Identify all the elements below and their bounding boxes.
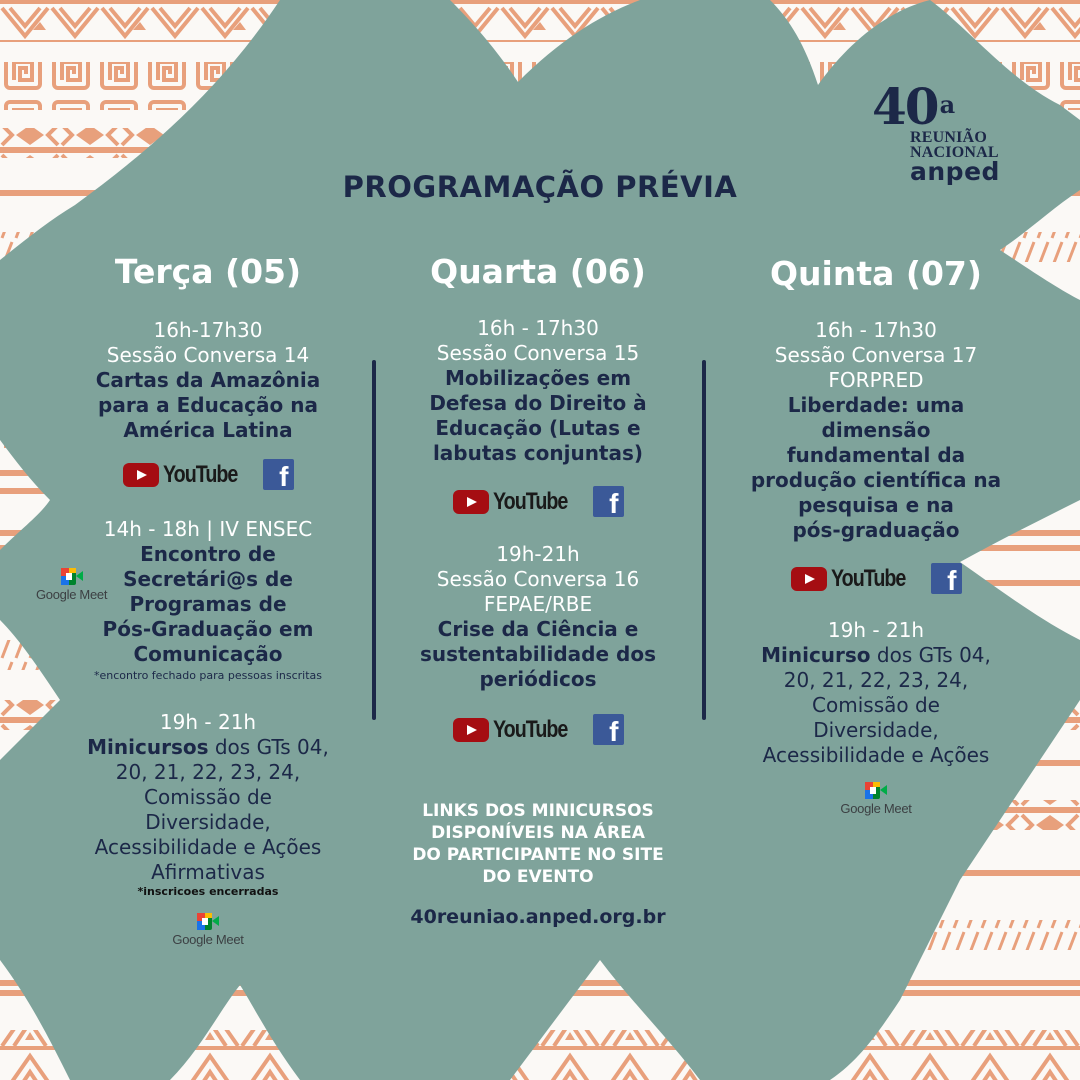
event-quinta-1 <box>726 318 1026 604</box>
day-heading-quarta: Quarta (06) <box>430 252 646 291</box>
minicursos-links-note: LINKS DOS MINICURSOS DISPONÍVEIS NA ÁREA DO PARTICIPANTE NO SITE DO EVENTO 40reuniao.anped.org.br <box>378 800 698 928</box>
event-terca-3 <box>58 710 358 947</box>
event-topic-line: Defesa do Direito à <box>429 391 647 415</box>
event-session: Sessão Conversa 17 <box>774 343 978 367</box>
event-quarta-1 <box>388 316 688 527</box>
youtube-icon <box>791 567 827 591</box>
youtube-link[interactable] <box>453 488 571 516</box>
event-session: Sessão Conversa 16 <box>436 567 640 591</box>
event-topic-line: periódicos <box>479 667 597 691</box>
google-meet-label: Google Meet <box>840 801 912 816</box>
youtube-label: YouTube <box>492 487 567 515</box>
column-divider-left <box>372 360 376 720</box>
event-topic-line: Cartas da Amazônia <box>95 368 321 392</box>
youtube-icon <box>453 490 489 514</box>
event-terca-1 <box>58 318 358 500</box>
youtube-link[interactable] <box>791 565 909 593</box>
social-links <box>388 714 688 745</box>
google-meet-icon <box>197 913 219 930</box>
event-org: FEPAE/RBE <box>483 592 593 616</box>
google-meet-link[interactable] <box>172 913 243 947</box>
event-description-line: 20, 21, 22, 23, 24, <box>115 760 301 784</box>
event-topic-line: Mobilizações em <box>444 366 632 390</box>
event-description-line: Minicursos dos GTs 04, <box>87 735 329 759</box>
event-topic-line: labutas conjuntas) <box>432 441 644 465</box>
event-site-link[interactable]: 40reuniao.anped.org.br <box>410 906 666 928</box>
event-topic-line: Pós-Graduação em <box>102 617 314 641</box>
facebook-icon[interactable]: f <box>931 563 962 594</box>
youtube-icon <box>453 718 489 742</box>
google-meet-label: Google Meet <box>36 587 108 602</box>
event-topic-line: fundamental da <box>786 443 966 467</box>
event-topic-line: Encontro de <box>140 542 276 566</box>
event-description-line: 20, 21, 22, 23, 24, <box>783 668 969 692</box>
event-description-line: Comissão de <box>144 785 272 809</box>
youtube-link[interactable] <box>123 461 241 489</box>
event-description-line: Comissão de <box>812 693 940 717</box>
google-meet-icon <box>61 568 83 585</box>
event-topic-line: Liberdade: uma <box>787 393 965 417</box>
youtube-label: YouTube <box>492 715 567 743</box>
day-heading-terca: Terça (05) <box>114 252 302 291</box>
event-time: 19h-21h <box>496 542 580 566</box>
event-description-line: Diversidade, <box>813 718 939 742</box>
event-quarta-2 <box>388 542 688 755</box>
google-meet-icon <box>865 782 887 799</box>
event-time: 19h - 21h <box>159 710 257 734</box>
event-topic-line: Secretári@s de <box>123 567 293 591</box>
logo-line2: NACIONAL <box>910 144 999 161</box>
event-topic-line: produção científica na <box>750 468 1002 492</box>
facebook-icon[interactable]: f <box>593 486 624 517</box>
event-topic-line: sustentabilidade dos <box>420 642 656 666</box>
event-topic-line: pós-graduação <box>792 518 960 542</box>
event-topic-line: Comunicação <box>133 642 283 666</box>
event-session: Sessão Conversa 14 <box>106 343 310 367</box>
event-description-line: Acessibilidade e Ações <box>94 835 322 859</box>
event-topic-line: Crise da Ciência e <box>437 617 639 641</box>
google-meet-link[interactable] <box>840 782 911 816</box>
event-org: FORPRED <box>828 368 924 392</box>
event-time: 19h - 21h <box>827 618 925 642</box>
youtube-link[interactable] <box>453 716 571 744</box>
anped-40-logo <box>872 77 1032 186</box>
event-topic-line: dimensão <box>821 418 931 442</box>
event-description-line: Afirmativas <box>151 860 265 884</box>
social-links <box>58 459 358 490</box>
event-description-line: Acessibilidade e Ações <box>762 743 990 767</box>
social-links <box>726 563 1026 594</box>
event-topic-line: Programas de <box>129 592 287 616</box>
event-description-line: Minicurso dos GTs 04, <box>761 643 991 667</box>
event-time: 16h - 17h30 <box>477 316 599 340</box>
event-quinta-2 <box>726 618 1026 816</box>
event-topic-line: América Latina <box>123 418 293 442</box>
logo-line1: REUNIÃO <box>910 129 987 146</box>
event-topic-line: para a Educação na <box>98 393 318 417</box>
event-time: 16h - 17h30 <box>815 318 937 342</box>
youtube-label: YouTube <box>830 564 905 592</box>
logo-brand: anped <box>910 157 1000 186</box>
event-topic-line: Educação (Lutas e <box>435 416 641 440</box>
google-meet-link[interactable] <box>36 568 107 602</box>
event-time: 16h-17h30 <box>153 318 263 342</box>
youtube-icon <box>123 463 159 487</box>
column-divider-right <box>702 360 706 720</box>
youtube-label: YouTube <box>162 460 237 488</box>
event-topic-line: pesquisa e na <box>798 493 954 517</box>
google-meet-label: Google Meet <box>172 932 244 947</box>
event-session: Sessão Conversa 15 <box>436 341 640 365</box>
day-heading-quinta: Quinta (07) <box>770 254 982 293</box>
event-description-line: Diversidade, <box>145 810 271 834</box>
event-time: 14h - 18h | IV ENSEC <box>103 517 313 541</box>
facebook-icon[interactable]: f <box>263 459 294 490</box>
event-note: *encontro fechado para pessoas inscritas <box>94 669 322 682</box>
page-title: PROGRAMAÇÃO PRÉVIA <box>342 170 738 204</box>
facebook-icon[interactable]: f <box>593 714 624 745</box>
social-links <box>388 486 688 517</box>
logo-number: 40$^a$ <box>872 77 954 136</box>
event-note: *inscricoes encerradas <box>137 885 279 898</box>
